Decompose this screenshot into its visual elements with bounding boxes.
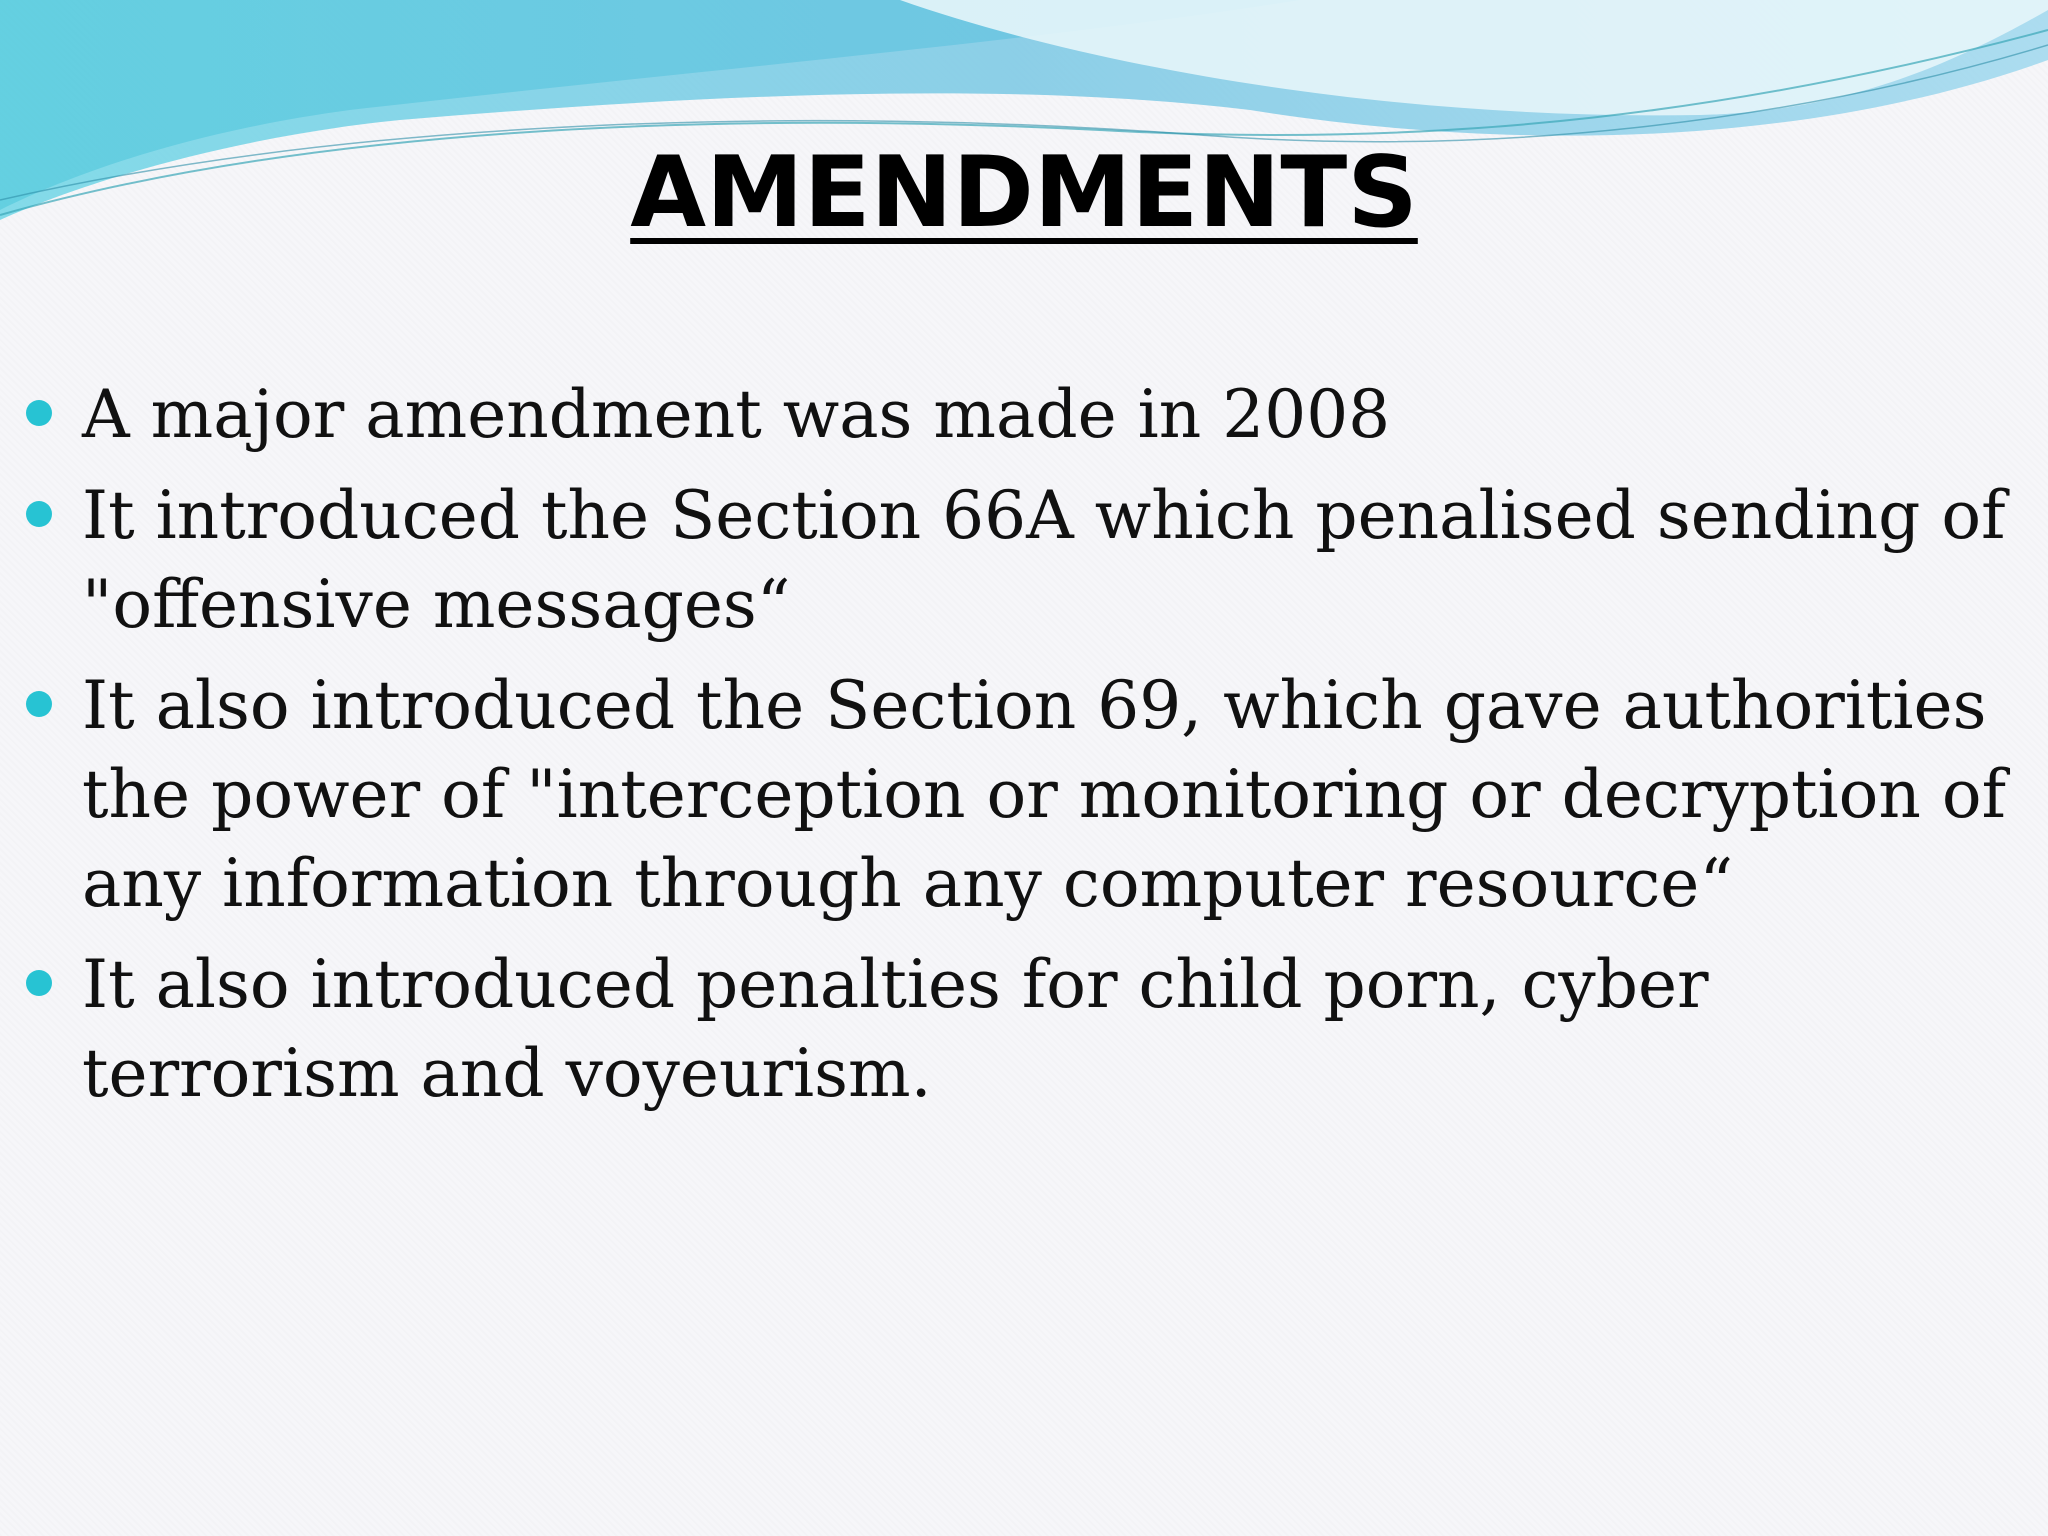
list-item <box>22 661 2022 928</box>
bullet-text: It introduced the Section 66A which penalised sending of "offensive messages“ <box>82 477 2006 643</box>
list-item <box>22 940 2022 1118</box>
bullet-dot-icon <box>26 970 52 996</box>
bullet-text: A major amendment was made in 2008 <box>82 376 1391 453</box>
slide-title <box>0 136 2048 250</box>
list-item <box>22 370 2022 459</box>
bullet-dot-icon <box>26 501 52 527</box>
bullet-text: It also introduced the Section 69, which gave authorities the power of "interception or monitoring or decryption of any information through any computer resource“ <box>82 667 2006 922</box>
slide-title-text: AMENDMENTS <box>630 136 1418 250</box>
bullet-dot-icon <box>26 691 52 717</box>
bullet-dot-icon <box>26 400 52 426</box>
bullet-text: It also introduced penalties for child porn, cyber terrorism and voyeurism. <box>82 946 1709 1112</box>
list-item <box>22 471 2022 649</box>
bullet-list <box>22 370 2022 1130</box>
